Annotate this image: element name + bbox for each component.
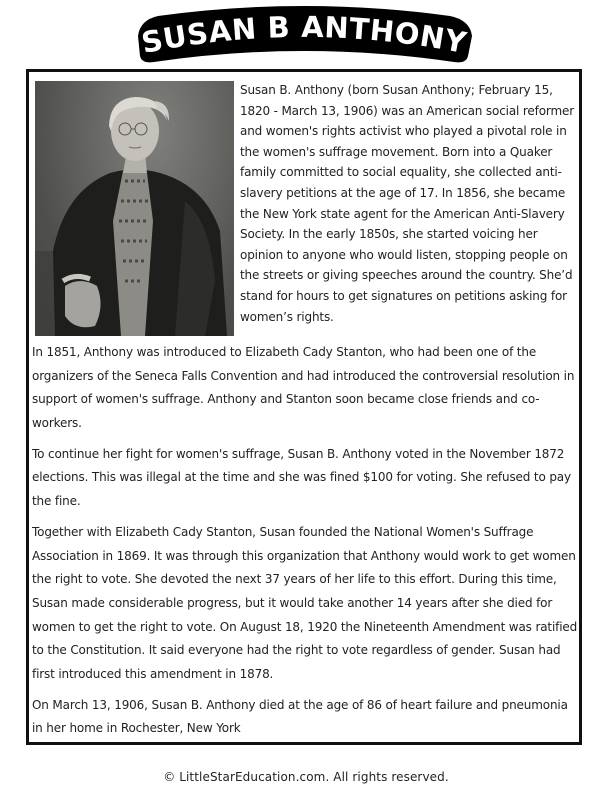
copyright-footer: © LittleStarEducation.com. All rights reserved.: [163, 770, 449, 784]
paragraph-voting-1872: To continue her fight for women's suffrage, Susan B. Anthony voted in the November 1872 elections. This was illegal at the time and she was fined $100 for voting. She refused to pay the fine.: [32, 446, 571, 509]
page-title: SUSAN B ANTHONY: [138, 9, 470, 61]
intro-paragraph: Susan B. Anthony (born Susan Anthony; February 15, 1820 - March 13, 1906) was an American social reformer and women's rights activist who played a pivotal role in the women's suffrage movement. Born into a Quaker family committed to social equality, she collected anti-slavery petitions at the age of 17. In 1856, she became the New York state agent for the American Anti-Slavery Society. In the early 1850s, she started voicing her opinion to anyone who would listen, stopping people on the streets or giving speeches around the country. She’d stand for hours to get signatures on petitions asking for women’s rights.: [240, 83, 575, 324]
paragraph-death: On March 13, 1906, Susan B. Anthony died at the age of 86 of heart failure and pneumonia in her home in Rochester, New York: [32, 697, 568, 736]
content-frame: [26, 69, 582, 745]
title-banner: [128, 2, 480, 68]
portrait-photo: [35, 81, 234, 336]
paragraph-stanton: In 1851, Anthony was introduced to Elizabeth Cady Stanton, who had been one of the organizers of the Seneca Falls Convention and had introduced the controversial resolution in support of women's suffrage. Anthony and Stanton soon became close friends and co-workers.: [32, 345, 575, 430]
body-text: [32, 341, 580, 749]
hands: [65, 281, 101, 327]
paragraph-nwsa: Together with Elizabeth Cady Stanton, Susan founded the National Women's Suffrage Association in 1869. It was through this organization that Anthony would work to get women the right to vote. She devoted the next 37 years of her life to this effort. During this time, Susan made considerable progress, but it would take another 14 years after she died for women to get the right to vote. On August 18, 1920 the Nineteenth Amendment was ratified to the Constitution. It said everyone had the right to vote regardless of gender. Susan had first introduced this amendment in 1878.: [32, 525, 578, 681]
